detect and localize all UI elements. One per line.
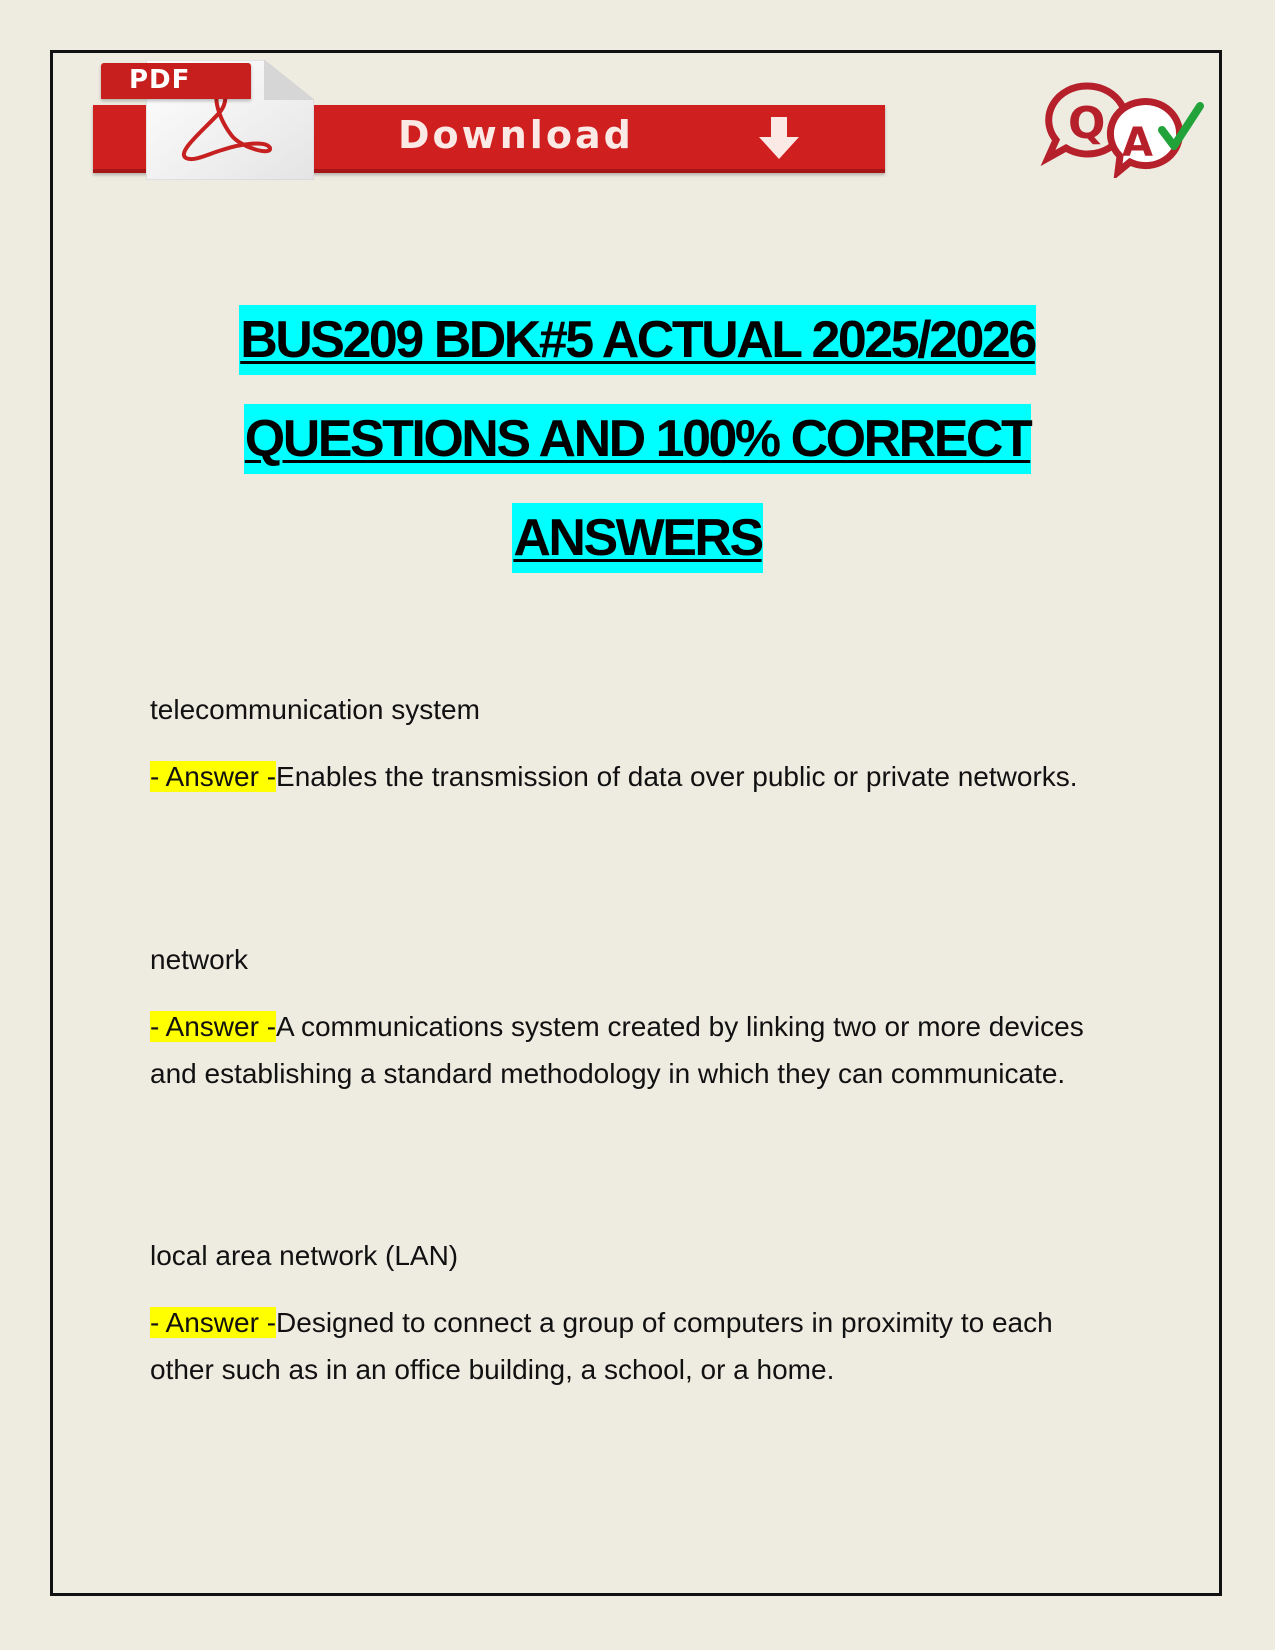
answer-prefix: - Answer - [150, 1011, 277, 1042]
answer [150, 753, 1110, 800]
qa-item [150, 936, 1110, 1097]
answer-prefix: - Answer - [150, 761, 277, 792]
qa-check-logo [1040, 78, 1210, 178]
answer-text: Enables the transmission of data over public or private networks. [276, 761, 1078, 792]
down-arrow-icon [756, 115, 802, 163]
download-label: Download [398, 113, 634, 157]
answer [150, 1299, 1110, 1393]
question: telecommunication system [150, 694, 480, 725]
answer [150, 1003, 1110, 1097]
title-line-1: BUS209 BDK#5 ACTUAL 2025/2026 [239, 305, 1036, 375]
pdf-badge: PDF [101, 63, 251, 99]
title-line-3: ANSWERS [512, 503, 762, 573]
logo-letter-a: A [1122, 120, 1153, 166]
document-title [100, 305, 1175, 602]
answer-prefix: - Answer - [150, 1307, 277, 1338]
qa-item [150, 686, 1110, 800]
logo-letter-q: Q [1068, 98, 1106, 149]
question: network [150, 944, 249, 975]
question: local area network (LAN) [150, 1240, 459, 1271]
answer-text: Designed to connect a group of computers in proximity to each other such as in an office building, a school, or a home. [150, 1307, 1053, 1385]
qa-item [150, 1232, 1110, 1393]
answer-text: A communications system created by linking two or more devices and establishing a standard methodology in which they can communicate. [150, 1011, 1084, 1089]
title-line-2: QUESTIONS AND 100% CORRECT [244, 404, 1031, 474]
